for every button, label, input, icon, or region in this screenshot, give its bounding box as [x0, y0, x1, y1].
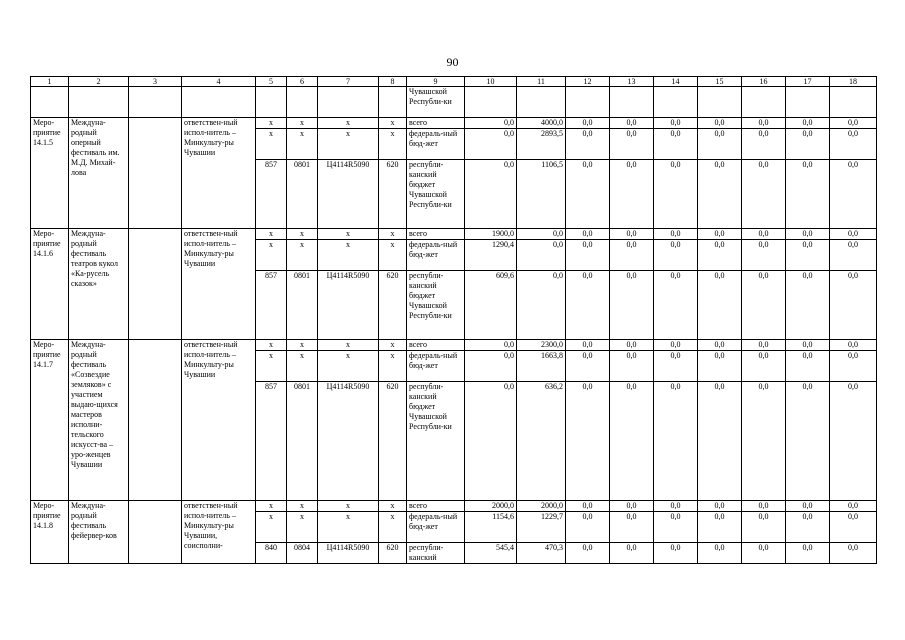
amount-cell: 0,0 [698, 543, 742, 564]
amount-cell: 470,3 [517, 543, 566, 564]
empty-cell [465, 87, 517, 118]
budget-code-grbs: 857 [256, 160, 287, 229]
empty-cell [129, 87, 182, 118]
column-number: 4 [182, 77, 256, 87]
amount-cell: 0,0 [654, 382, 698, 501]
table-row [31, 229, 877, 240]
budget-code-type: 620 [379, 543, 407, 564]
budget-code-article: x [318, 351, 379, 382]
amount-cell: 0,0 [742, 351, 786, 382]
amount-cell: 0,0 [742, 129, 786, 160]
budget-code-article: x [318, 340, 379, 351]
amount-cell: 0,0 [786, 118, 830, 129]
funding-source: федераль-ный бюд-жет [407, 129, 465, 160]
amount-cell: 2000,0 [517, 501, 566, 512]
budget-code-type: x [379, 118, 407, 129]
column-number: 14 [654, 77, 698, 87]
amount-cell: 0,0 [654, 351, 698, 382]
amount-cell: 636,2 [517, 382, 566, 501]
budget-code-article: x [318, 129, 379, 160]
empty-cell [742, 87, 786, 118]
amount-cell: 2893,5 [517, 129, 566, 160]
empty-cell [318, 87, 379, 118]
amount-cell: 0,0 [786, 501, 830, 512]
column-number: 17 [786, 77, 830, 87]
amount-cell: 0,0 [742, 501, 786, 512]
amount-cell: 0,0 [698, 229, 742, 240]
budget-code-type: x [379, 501, 407, 512]
column-number: 7 [318, 77, 379, 87]
empty-cell [182, 87, 256, 118]
table-row [31, 340, 877, 351]
amount-cell: 0,0 [654, 501, 698, 512]
empty-cell [69, 87, 129, 118]
amount-cell: 1229,7 [517, 512, 566, 543]
amount-cell: 0,0 [742, 118, 786, 129]
amount-cell: 0,0 [610, 340, 654, 351]
amount-cell: 0,0 [830, 501, 877, 512]
budget-code-grbs: x [256, 501, 287, 512]
amount-cell: 0,0 [742, 340, 786, 351]
amount-cell: 0,0 [830, 129, 877, 160]
funding-source: республи-канский бюджет Чувашской Республи-ки [407, 382, 465, 501]
amount-cell: 0,0 [786, 240, 830, 271]
amount-cell: 0,0 [654, 340, 698, 351]
amount-cell: 0,0 [610, 240, 654, 271]
funding-source: федераль-ный бюд-жет [407, 512, 465, 543]
amount-cell: 0,0 [465, 118, 517, 129]
event-executor: ответствен-ный испол-нитель – Минкульту-ры Чувашии [182, 229, 256, 340]
amount-cell: 0,0 [786, 229, 830, 240]
amount-cell: 0,0 [465, 340, 517, 351]
amount-cell: 0,0 [566, 340, 610, 351]
event-code: Меро-приятие 14.1.6 [31, 229, 69, 340]
amount-cell: 0,0 [610, 229, 654, 240]
column-number-row [31, 77, 877, 87]
budget-code-type: x [379, 340, 407, 351]
budget-code-section: x [287, 501, 318, 512]
amount-cell: 1106,5 [517, 160, 566, 229]
budget-code-section: x [287, 118, 318, 129]
amount-cell: 1154,6 [465, 512, 517, 543]
empty-cell [129, 118, 182, 229]
budget-code-type: 620 [379, 271, 407, 340]
budget-code-type: 620 [379, 160, 407, 229]
funding-source: федераль-ный бюд-жет [407, 240, 465, 271]
column-number: 12 [566, 77, 610, 87]
amount-cell: 0,0 [830, 118, 877, 129]
budget-code-grbs: x [256, 118, 287, 129]
amount-cell: 0,0 [566, 129, 610, 160]
empty-cell [129, 340, 182, 501]
amount-cell: 0,0 [610, 543, 654, 564]
budget-code-article: x [318, 512, 379, 543]
table-row [31, 118, 877, 129]
amount-cell: 0,0 [654, 512, 698, 543]
amount-cell: 0,0 [610, 271, 654, 340]
budget-code-grbs: x [256, 351, 287, 382]
amount-cell: 0,0 [698, 340, 742, 351]
amount-cell: 0,0 [566, 271, 610, 340]
budget-code-article: x [318, 240, 379, 271]
amount-cell: 0,0 [654, 271, 698, 340]
amount-cell: 0,0 [610, 501, 654, 512]
amount-cell: 0,0 [566, 501, 610, 512]
event-name: Междуна-родный фестиваль фейервер-ков [69, 501, 129, 564]
amount-cell: 0,0 [830, 160, 877, 229]
empty-cell [31, 87, 69, 118]
funding-source: республи-канский бюджет Чувашской Республи-ки [407, 271, 465, 340]
budget-code-section: x [287, 351, 318, 382]
amount-cell: 0,0 [610, 382, 654, 501]
amount-cell: 2300,0 [517, 340, 566, 351]
budget-code-article: Ц4114R5090 [318, 160, 379, 229]
column-number: 11 [517, 77, 566, 87]
empty-cell [786, 87, 830, 118]
amount-cell: 0,0 [786, 129, 830, 160]
event-name: Междуна-родный фестиваль театров кукол «Ка-русель сказок» [69, 229, 129, 340]
amount-cell: 0,0 [566, 351, 610, 382]
amount-cell: 0,0 [830, 271, 877, 340]
amount-cell: 0,0 [786, 351, 830, 382]
budget-code-grbs: x [256, 240, 287, 271]
event-code: Меро-приятие 14.1.7 [31, 340, 69, 501]
event-executor: ответствен-ный испол-нитель – Минкульту-ры Чувашии [182, 340, 256, 501]
empty-cell [654, 87, 698, 118]
amount-cell: 0,0 [566, 118, 610, 129]
budget-code-type: x [379, 229, 407, 240]
budget-code-type: x [379, 129, 407, 160]
amount-cell: 0,0 [698, 118, 742, 129]
amount-cell: 0,0 [786, 340, 830, 351]
empty-cell [287, 87, 318, 118]
budget-code-section: 0801 [287, 382, 318, 501]
column-number: 2 [69, 77, 129, 87]
budget-code-article: x [318, 229, 379, 240]
amount-cell: 0,0 [742, 229, 786, 240]
amount-cell: 0,0 [465, 351, 517, 382]
amount-cell: 0,0 [610, 129, 654, 160]
event-executor: ответствен-ный испол-нитель – Минкульту-ры Чувашии, соисполни- [182, 501, 256, 564]
amount-cell: 0,0 [654, 129, 698, 160]
funding-source: всего [407, 340, 465, 351]
empty-cell [379, 87, 407, 118]
amount-cell: 0,0 [566, 382, 610, 501]
amount-cell: 0,0 [566, 512, 610, 543]
budget-code-section: x [287, 229, 318, 240]
event-code: Меро-приятие 14.1.5 [31, 118, 69, 229]
amount-cell: 0,0 [610, 118, 654, 129]
empty-cell [129, 229, 182, 340]
amount-cell: 0,0 [830, 340, 877, 351]
amount-cell: 0,0 [465, 160, 517, 229]
empty-cell [129, 501, 182, 564]
amount-cell: 0,0 [698, 512, 742, 543]
amount-cell: 1663,8 [517, 351, 566, 382]
amount-cell: 0,0 [654, 118, 698, 129]
event-executor: ответствен-ный испол-нитель – Минкульту-ры Чувашии [182, 118, 256, 229]
funding-source: республи-канский [407, 543, 465, 564]
amount-cell: 0,0 [830, 351, 877, 382]
funding-source: федераль-ный бюд-жет [407, 351, 465, 382]
amount-cell: 0,0 [830, 229, 877, 240]
budget-code-type: 620 [379, 382, 407, 501]
amount-cell: 0,0 [830, 382, 877, 501]
amount-cell: 0,0 [610, 160, 654, 229]
budget-code-grbs: 857 [256, 271, 287, 340]
amount-cell: 2000,0 [465, 501, 517, 512]
amount-cell: 0,0 [566, 229, 610, 240]
amount-cell: 0,0 [698, 501, 742, 512]
column-number: 1 [31, 77, 69, 87]
page-number: 90 [446, 55, 459, 69]
empty-cell [256, 87, 287, 118]
empty-cell [517, 87, 566, 118]
amount-cell: 0,0 [654, 229, 698, 240]
budget-code-grbs: x [256, 512, 287, 543]
amount-cell: 0,0 [830, 512, 877, 543]
budget-code-type: x [379, 351, 407, 382]
amount-cell: 0,0 [654, 543, 698, 564]
column-number: 10 [465, 77, 517, 87]
budget-code-section: x [287, 340, 318, 351]
budget-code-section: 0804 [287, 543, 318, 564]
budget-code-grbs: 840 [256, 543, 287, 564]
budget-code-section: 0801 [287, 160, 318, 229]
amount-cell: 0,0 [742, 382, 786, 501]
amount-cell: 0,0 [742, 240, 786, 271]
funding-source: всего [407, 229, 465, 240]
amount-cell: 0,0 [698, 129, 742, 160]
amount-cell: 0,0 [786, 543, 830, 564]
budget-code-article: Ц4114R5090 [318, 543, 379, 564]
amount-cell: 0,0 [786, 271, 830, 340]
budget-code-grbs: x [256, 229, 287, 240]
column-number: 9 [407, 77, 465, 87]
budget-code-grbs: x [256, 129, 287, 160]
amount-cell: 0,0 [610, 351, 654, 382]
amount-cell: 0,0 [830, 543, 877, 564]
amount-cell: 0,0 [517, 271, 566, 340]
amount-cell: 0,0 [698, 351, 742, 382]
budget-code-section: x [287, 240, 318, 271]
budget-code-article: x [318, 501, 379, 512]
column-number: 5 [256, 77, 287, 87]
empty-cell [830, 87, 877, 118]
funding-source: всего [407, 501, 465, 512]
amount-cell: 0,0 [786, 382, 830, 501]
amount-cell: 4000,0 [517, 118, 566, 129]
column-number: 3 [129, 77, 182, 87]
amount-cell: 0,0 [566, 543, 610, 564]
budget-code-article: Ц4114R5090 [318, 382, 379, 501]
amount-cell: 0,0 [786, 160, 830, 229]
amount-cell: 0,0 [742, 512, 786, 543]
amount-cell: 0,0 [610, 512, 654, 543]
budget-code-type: x [379, 240, 407, 271]
amount-cell: 1290,4 [465, 240, 517, 271]
continuation-row [31, 87, 877, 118]
amount-cell: 1900,0 [465, 229, 517, 240]
event-code: Меро-приятие 14.1.8 [31, 501, 69, 564]
budget-code-grbs: 857 [256, 382, 287, 501]
amount-cell: 0,0 [465, 129, 517, 160]
event-name: Междуна-родный фестиваль «Созвездие земляков» с участием выдаю-щихся мастеров исполни-тельского искусст-ва – уро-женцев Чувашии [69, 340, 129, 501]
amount-cell: 0,0 [517, 240, 566, 271]
amount-cell: 0,0 [786, 512, 830, 543]
amount-cell: 0,0 [566, 160, 610, 229]
amount-cell: 0,0 [517, 229, 566, 240]
amount-cell: 545,4 [465, 543, 517, 564]
amount-cell: 0,0 [654, 160, 698, 229]
budget-code-article: Ц4114R5090 [318, 271, 379, 340]
empty-cell [610, 87, 654, 118]
budget-code-section: x [287, 129, 318, 160]
amount-cell: 0,0 [566, 240, 610, 271]
amount-cell: 0,0 [742, 160, 786, 229]
amount-cell: 0,0 [698, 160, 742, 229]
funding-source: Чувашской Республи-ки [407, 87, 465, 118]
amount-cell: 0,0 [698, 271, 742, 340]
column-number: 6 [287, 77, 318, 87]
amount-cell: 0,0 [465, 382, 517, 501]
table-row [31, 501, 877, 512]
column-number: 18 [830, 77, 877, 87]
amount-cell: 0,0 [742, 543, 786, 564]
amount-cell: 0,0 [698, 240, 742, 271]
budget-table [30, 76, 877, 564]
funding-source: республи-канский бюджет Чувашской Республи-ки [407, 160, 465, 229]
funding-source: всего [407, 118, 465, 129]
column-number: 13 [610, 77, 654, 87]
amount-cell: 0,0 [830, 240, 877, 271]
budget-code-section: x [287, 512, 318, 543]
column-number: 15 [698, 77, 742, 87]
event-name: Междуна-родный оперный фестиваль им. М.Д. Михай-лова [69, 118, 129, 229]
amount-cell: 0,0 [654, 240, 698, 271]
amount-cell: 609,6 [465, 271, 517, 340]
budget-code-type: x [379, 512, 407, 543]
column-number: 16 [742, 77, 786, 87]
budget-code-article: x [318, 118, 379, 129]
column-number: 8 [379, 77, 407, 87]
empty-cell [566, 87, 610, 118]
empty-cell [698, 87, 742, 118]
budget-code-grbs: x [256, 340, 287, 351]
amount-cell: 0,0 [742, 271, 786, 340]
amount-cell: 0,0 [698, 382, 742, 501]
budget-code-section: 0801 [287, 271, 318, 340]
